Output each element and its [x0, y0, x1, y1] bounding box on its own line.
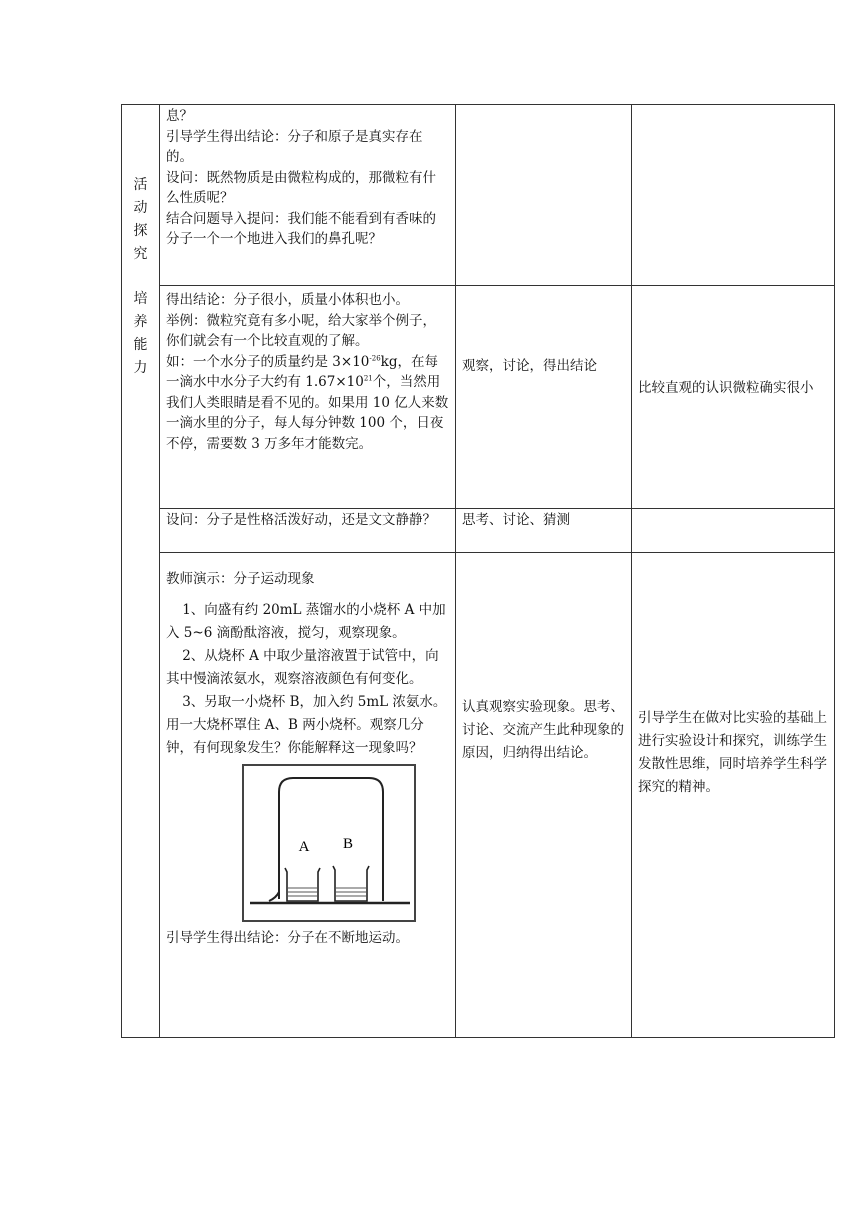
table-row [122, 105, 835, 286]
demo-step: 2、从烧杯 A 中取少量溶液置于试管中，向其中慢滴浓氨水，观察溶液颜色有何变化。 [166, 647, 439, 687]
teacher-activity-cell [160, 286, 456, 509]
table-row [122, 509, 835, 553]
teacher-activity-cell [160, 105, 456, 286]
teacher-text: 设问：既然物质是由微粒构成的，那微粒有什么性质呢？ [166, 169, 436, 206]
teacher-activity-cell: 设问：分子是性格活泼好动，还是文文静静？ [160, 509, 456, 553]
stage-char: 培 [133, 291, 148, 307]
stage-char: 力 [133, 360, 148, 376]
teacher-text: 举例：微粒究竟有多小呢，给大家举个例子，你们就会有一个比较直观的了解。 [166, 312, 436, 349]
table-row [122, 553, 835, 1038]
stage-char: 养 [133, 314, 148, 330]
demo-step: 3、另取一小烧杯 B，加入约 5mL 浓氨水。用一大烧杯罩住 A、B 两小烧杯。观察几分钟，有何现象发生？你能解释这一现象吗？ [166, 693, 447, 756]
stage-char: 探 [133, 223, 148, 239]
beaker-b-label: B [342, 835, 354, 852]
exponent: 21 [363, 374, 373, 383]
beaker-experiment-figure [242, 764, 416, 922]
student-activity-cell: 观察，讨论，得出结论 [456, 286, 632, 509]
design-intent-cell [632, 105, 835, 286]
design-intent-cell: 比较直观的认识微粒确实很小 [632, 286, 835, 509]
demo-conclusion: 引导学生得出结论：分子在不断地运动。 [166, 929, 409, 946]
demo-step: 1、向盛有约 20mL 蒸馏水的小烧杯 A 中加入 5~6 滴酚酞溶液，搅匀，观察现象。 [166, 601, 446, 641]
table-row [122, 286, 835, 509]
teacher-text: 结合问题导入提问：我们能不能看到有香味的分子一个一个地进入我们的鼻孔呢？ [166, 210, 436, 247]
exponent: -26 [369, 354, 381, 362]
teacher-text: 息？ [166, 108, 193, 124]
beaker-a-label: A [298, 838, 310, 855]
student-activity-cell: 认真观察实验现象。思考、讨论、交流产生此种现象的原因，归纳得出结论。 [456, 553, 632, 1038]
teacher-text: 引导学生得出结论：分子和原子是真实存在的。 [166, 128, 423, 165]
design-intent-cell: 引导学生在做对比实验的基础上进行实验设计和探究，训练学生发散性思维，同时培养学生科学探究的精神。 [632, 553, 835, 1038]
stage-char: 动 [133, 200, 148, 216]
teacher-text: 如：一个水分子的质量约是 $3\times 10^{-26}kg$，在每一滴水中水分子大约有 $1.67\times 10^{21}$个，当然用我们人类眼睛是看不见的。如果用 10 亿人来数一滴水里的分子，每人每分钟数 100 个，日夜不停，需要数 3 万多年才能数完。 [166, 353, 449, 452]
student-activity-cell: 思考、讨论、猜测 [456, 509, 632, 553]
teacher-text: 得出结论：分子很小，质量小体积也小。 [166, 292, 409, 308]
lesson-plan-table [121, 104, 835, 1038]
stage-char: 能 [133, 337, 148, 353]
teacher-activity-cell [160, 553, 456, 1038]
stage-cell [122, 105, 160, 1038]
design-intent-cell [632, 509, 835, 553]
stage-char: 活 [133, 177, 148, 193]
demo-title: 教师演示：分子运动现象 [166, 571, 315, 587]
stage-char: 究 [133, 246, 148, 262]
student-activity-cell [456, 105, 632, 286]
